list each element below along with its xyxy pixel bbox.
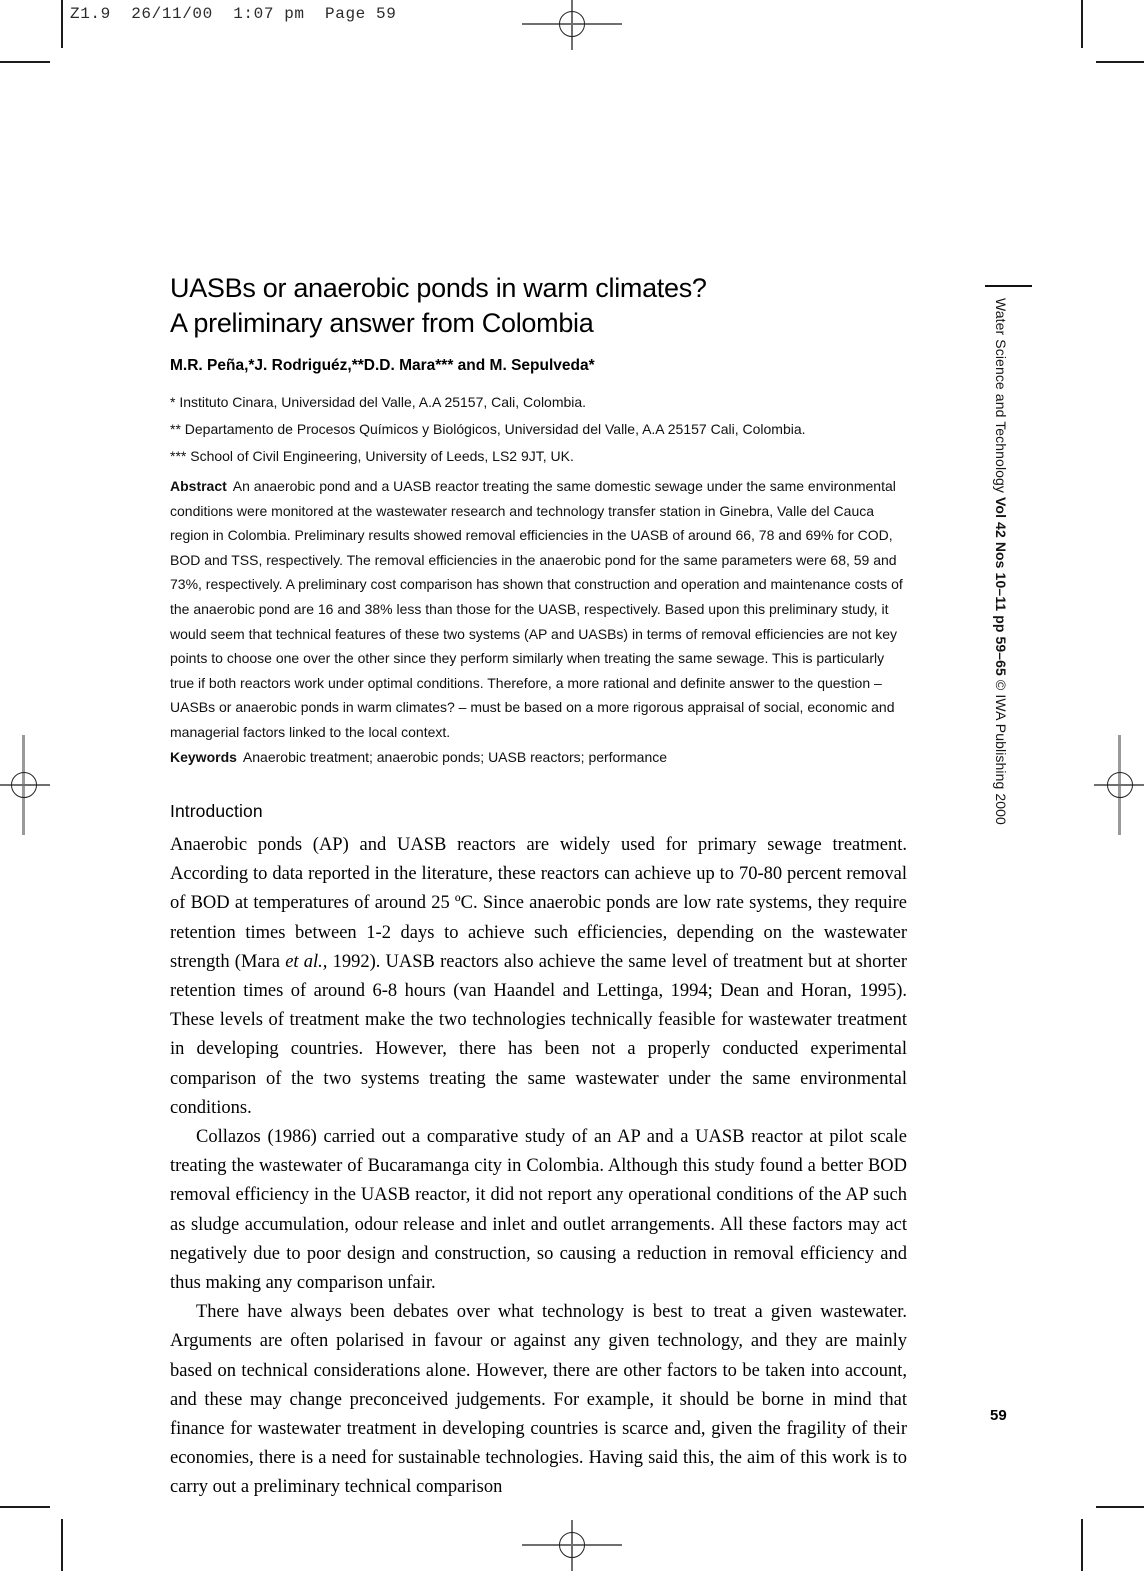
crop-mark-top-left-horizontal <box>0 61 50 63</box>
journal-issue: Vol 42 Nos 10–11 pp 59–65 <box>993 497 1009 676</box>
intro-paragraph-3: There have always been debates over what technology is best to treat a given wastewater. Arguments are often polarised in favour or against any given technology, and they are mainly based on technical considerations alone. However, there are other factors to be taken into account, and these may change preconceived judgements. For example, it should be borne in mind that finance for wastewater treatment in developing countries is scarce and, given the fragility of their economies, there is a need for sustainable technologies. Having said this, the aim of this work is to carry out a preliminary technical comparison <box>170 1302 907 1498</box>
intro-p1-before: Anaerobic ponds (AP) and UASB reactors are widely used for primary sewage treatment. According to data reported in the literature, these reactors can achieve up to 70-80 percent removal of BOD at temperatures of around 25 ºC. Since anaerobic ponds are low rate systems, they require retention times between 1-2 days to achieve such efficiencies, depending on the wastewater strength (Mara <box>170 835 907 972</box>
article-title-line1: UASBs or anaerobic ponds in warm climates? <box>170 273 707 303</box>
crop-mark-bottom-right-horizontal <box>1096 1506 1144 1508</box>
article-title-line2: A preliminary answer from Colombia <box>170 308 594 338</box>
abstract-block <box>170 474 907 769</box>
intro-p1-after: 1992). UASB reactors also achieve the same level of treatment but at shorter retention times of around 6-8 hours (van Haandel and Lettinga, 1994; Dean and Horan, 1995). These levels of treatment make the two technologies technically feasible for wastewater treatment in developing countries. However, there has been not a properly conducted experimental comparison of the two systems treating the same wastewater under the same environmental conditions. <box>170 951 908 1118</box>
authors-line: M.R. Peña,*J. Rodriguéz,**D.D. Mara*** and M. Sepulveda* <box>170 357 595 374</box>
crop-mark-top-right-horizontal <box>1096 61 1144 63</box>
affiliation-line: *** School of Civil Engineering, University of Leeds, LS2 9JT, UK. <box>170 448 574 464</box>
introduction-body <box>170 831 907 1503</box>
affiliation-line: ** Departamento de Procesos Químicos y Biológicos, Universidad del Valle, A.A 25157 Cali, Colombia. <box>170 421 806 437</box>
journal-copyright: © IWA Publishing 2000 <box>993 675 1009 825</box>
print-job-header: Z1.9 26/11/00 1:07 pm Page 59 <box>70 5 397 23</box>
crop-mark-bottom-left-horizontal <box>0 1506 50 1508</box>
crop-mark-top-left-vertical <box>61 0 63 48</box>
sidebar-rule <box>985 285 1032 287</box>
intro-p1-italic: et al., <box>285 951 328 972</box>
article-title <box>170 271 907 341</box>
crop-mark-bottom-right-vertical <box>1081 1519 1083 1571</box>
abstract-paragraph <box>170 474 907 745</box>
crop-mark-top-right-vertical <box>1081 0 1083 48</box>
section-heading-introduction: Introduction <box>170 801 263 821</box>
intro-paragraph-2: Collazos (1986) carried out a comparative study of an AP and a UASB reactor at pilot scale treating the wastewater of Bucaramanga city in Colombia. Although this study found a better BOD removal efficiency in the UASB reactor, it did not report any operational conditions of the AP such as sludge accumulation, odour release and inlet and outlet arrangements. All these factors may act negatively due to poor design and construction, so causing a reduction in removal efficiency and thus making any comparison unfair. <box>170 1127 907 1294</box>
keywords-line <box>170 745 907 770</box>
affiliations <box>170 389 907 470</box>
intro-paragraph-1 <box>170 831 907 1123</box>
affiliation-line: * Instituto Cinara, Universidad del Valle, A.A 25157, Cali, Colombia. <box>170 394 587 410</box>
page-number: 59 <box>990 1407 1007 1424</box>
abstract-text: An anaerobic pond and a UASB reactor treating the same domestic sewage under the same environmental conditions were monitored at the wastewater research and technology transfer station in Ginebra, Valle del Cauca region in Colombia. Preliminary results showed removal efficiencies in the UASB of around 66, 78 and 69% for COD, BOD and TSS, respectively. The removal efficiencies in the anaerobic pond for the same parameters were 68, 59 and 73%, respectively. A preliminary cost comparison has shown that construction and operation and maintenance costs of the anaerobic pond are 16 and 38% less than those for the UASB, respectively. Based upon this preliminary study, it would seem that technical features of these two systems (AP and UASBs) in terms of removal efficiencies are not key points to choose one over the other since they perform similarly when treating the same sewage. This is particularly true if both reactors work under optimal conditions. Therefore, a more rational and definite answer to the question – UASBs or anaerobic ponds in warm climates? – must be based on a more rigorous appraisal of social, economic and managerial factors linked to the local context. <box>170 478 903 740</box>
journal-sidebar <box>993 298 1009 825</box>
keywords-label: Keywords <box>170 748 237 765</box>
journal-name: Water Science and Technology <box>993 298 1009 498</box>
keywords-text: Anaerobic treatment; anaerobic ponds; UASB reactors; performance <box>242 748 668 765</box>
crop-mark-bottom-left-vertical <box>61 1519 63 1571</box>
abstract-label: Abstract <box>170 478 227 494</box>
